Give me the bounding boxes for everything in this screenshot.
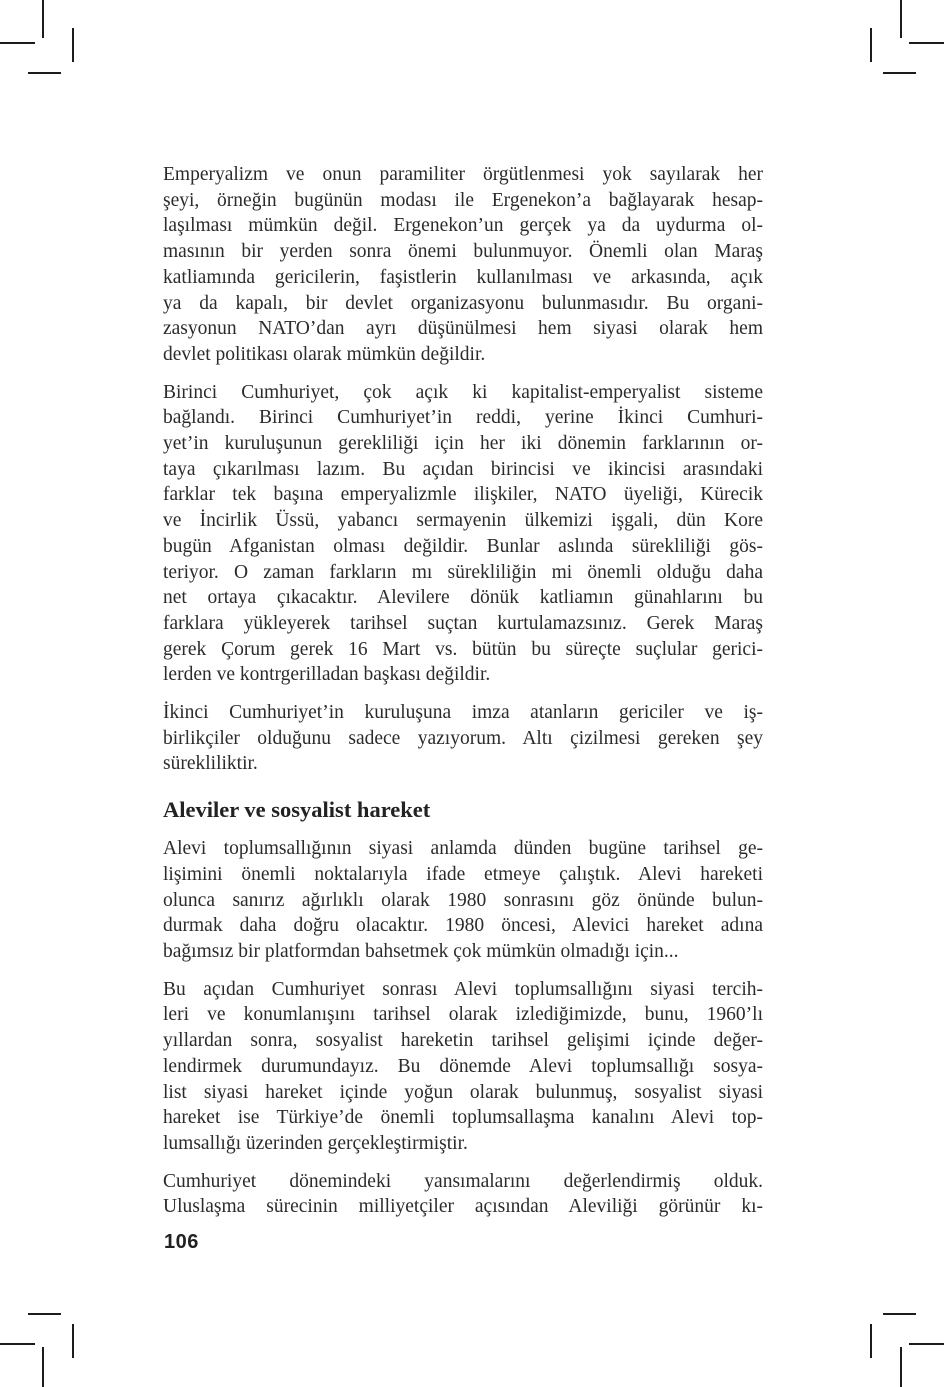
crop-mark-bottom-left-vertical-inner	[72, 1324, 74, 1358]
text-line: Alevi toplumsallığının siyasi anlamda dünden bugüne tarihsel ge-	[163, 838, 763, 860]
text-line: devlet politikası olarak mümkün değildir.	[163, 343, 486, 365]
paragraph	[163, 380, 763, 688]
text-line: yet’in kuruluşunun gerekliliği için her iki dönemin farklarının or-	[163, 433, 763, 455]
text-line: Emperyalizm ve onun paramiliter örgütlenmesi yok sayılarak her	[163, 164, 763, 185]
text-line: laşılması mümkün değil. Ergenekon’un gerçek ya da uydurma ol-	[163, 215, 763, 237]
text-line: bağlandı. Birinci Cumhuriyet’in reddi, yerine İkinci Cumhuri-	[163, 407, 763, 429]
text-line: taya çıkarılması lazım. Bu açıdan birincisi ve ikincisi arasındaki	[163, 458, 763, 480]
text-line: ya da kapalı, bir devlet organizasyonu bulunmasıdır. Bu organi-	[163, 292, 763, 314]
page-number: 106	[164, 1231, 199, 1253]
crop-mark-top-left-horizontal-outer	[0, 42, 35, 44]
text-line: lerden ve kontrgerilladan başkası değildir.	[163, 664, 491, 686]
crop-mark-bottom-right-vertical-inner	[870, 1324, 872, 1358]
text-line: şeyi, örneğin bugünün modası ile Ergenekon’a bağlayarak hesap-	[163, 189, 763, 211]
crop-mark-top-right-vertical-outer	[900, 0, 902, 38]
text-line: yıllardan sonra, sosyalist hareketin tarihsel gelişimi içinde değer-	[163, 1030, 763, 1052]
text-line: Uluslaşma sürecinin milliyetçiler açısından Aleviliği görünür kı-	[163, 1196, 763, 1218]
text-line: list siyasi hareket içinde yoğun olarak bulunmuş, sosyalist siyasi	[163, 1081, 763, 1103]
crop-mark-bottom-right-horizontal-outer	[909, 1343, 944, 1345]
text-block	[163, 162, 763, 1220]
text-line: farklar tek başına emperyalizmle ilişkiler, NATO üyeliği, Kürecik	[163, 484, 763, 506]
crop-mark-top-left-horizontal-inner	[28, 72, 61, 74]
text-line: Cumhuriyet dönemindeki yansımalarını değerlendirmiş olduk.	[163, 1170, 763, 1192]
text-line: net ortaya çıkacaktır. Alevilere dönük katliamın günahlarını bu	[163, 587, 763, 609]
crop-mark-top-left-vertical-inner	[72, 28, 74, 62]
text-line: hareket ise Türkiye’de önemli toplumsallaşma kanalını Alevi top-	[163, 1107, 763, 1129]
text-line: bağımsız bir platformdan bahsetmek çok mümkün olmadığı için...	[163, 940, 679, 962]
paragraph	[163, 162, 763, 368]
crop-mark-bottom-left-vertical-outer	[42, 1347, 44, 1387]
text-line: Bu açıdan Cumhuriyet sonrası Alevi toplumsallığını siyasi tercih-	[163, 978, 763, 1000]
text-line: sürekliliktir.	[163, 753, 258, 775]
crop-mark-top-left-vertical-outer	[42, 0, 44, 38]
text-line: olunca sanırız ağırlıklı olarak 1980 sonrasını göz önünde bulun-	[163, 889, 763, 911]
text-line: gerek Çorum gerek 16 Mart vs. bütün bu süreçte suçlular gerici-	[163, 638, 763, 660]
text-line: zasyonun NATO’dan ayrı düşünülmesi hem siyasi olarak hem	[163, 318, 763, 340]
paragraph	[163, 977, 763, 1157]
paragraph	[163, 1169, 763, 1220]
text-line: masının bir yerden sonra önemi bulunmuyor. Önemli olan Maraş	[163, 241, 763, 263]
text-line: bugün Afganistan olması değildir. Bunlar aslında sürekliliği gös-	[163, 535, 763, 557]
text-line: katliamında gericilerin, faşistlerin kullanılması ve arkasında, açık	[163, 266, 763, 288]
crop-mark-top-right-horizontal-outer	[909, 42, 944, 44]
section-heading: Aleviler ve sosyalist hareket	[163, 797, 431, 823]
text-line: lişimini önemli noktalarıyla ifade etmeye çalıştık. Alevi hareketi	[163, 863, 763, 885]
text-line: İkinci Cumhuriyet’in kuruluşuna imza atanların gericiler ve iş-	[163, 702, 763, 724]
text-line: Birinci Cumhuriyet, çok açık ki kapitalist-emperyalist sisteme	[163, 381, 763, 403]
text-line: lendirmek durumundayız. Bu dönemde Alevi toplumsallığı sosya-	[163, 1055, 763, 1077]
paragraph	[163, 700, 763, 777]
text-line: teriyor. O zaman farkların mı sürekliliğin mi önemli olduğu daha	[163, 561, 763, 583]
crop-mark-top-right-vertical-inner	[870, 28, 872, 62]
text-line: birlikçiler olduğunu sadece yazıyorum. Altı çizilmesi gereken şey	[163, 727, 763, 749]
text-line: farklara yükleyerek tarihsel suçtan kurtulamazsınız. Gerek Maraş	[163, 612, 763, 634]
crop-mark-top-right-horizontal-inner	[883, 72, 916, 74]
text-line: durmak daha doğru olacaktır. 1980 öncesi, Alevici hareket adına	[163, 915, 763, 937]
text-line: leri ve konumlanışını tarihsel olarak izlediğimizde, bunu, 1960’lı	[163, 1004, 763, 1026]
crop-mark-bottom-right-horizontal-inner	[883, 1313, 916, 1315]
crop-mark-bottom-left-horizontal-outer	[0, 1343, 35, 1345]
crop-mark-bottom-left-horizontal-inner	[28, 1313, 61, 1315]
text-line: lumsallığı üzerinden gerçekleştirmiştir.	[163, 1132, 468, 1154]
crop-mark-bottom-right-vertical-outer	[900, 1347, 902, 1387]
text-line: ve İncirlik Üssü, yabancı sermayenin ülkemizi işgali, dün Kore	[163, 510, 763, 532]
paragraph	[163, 836, 763, 965]
